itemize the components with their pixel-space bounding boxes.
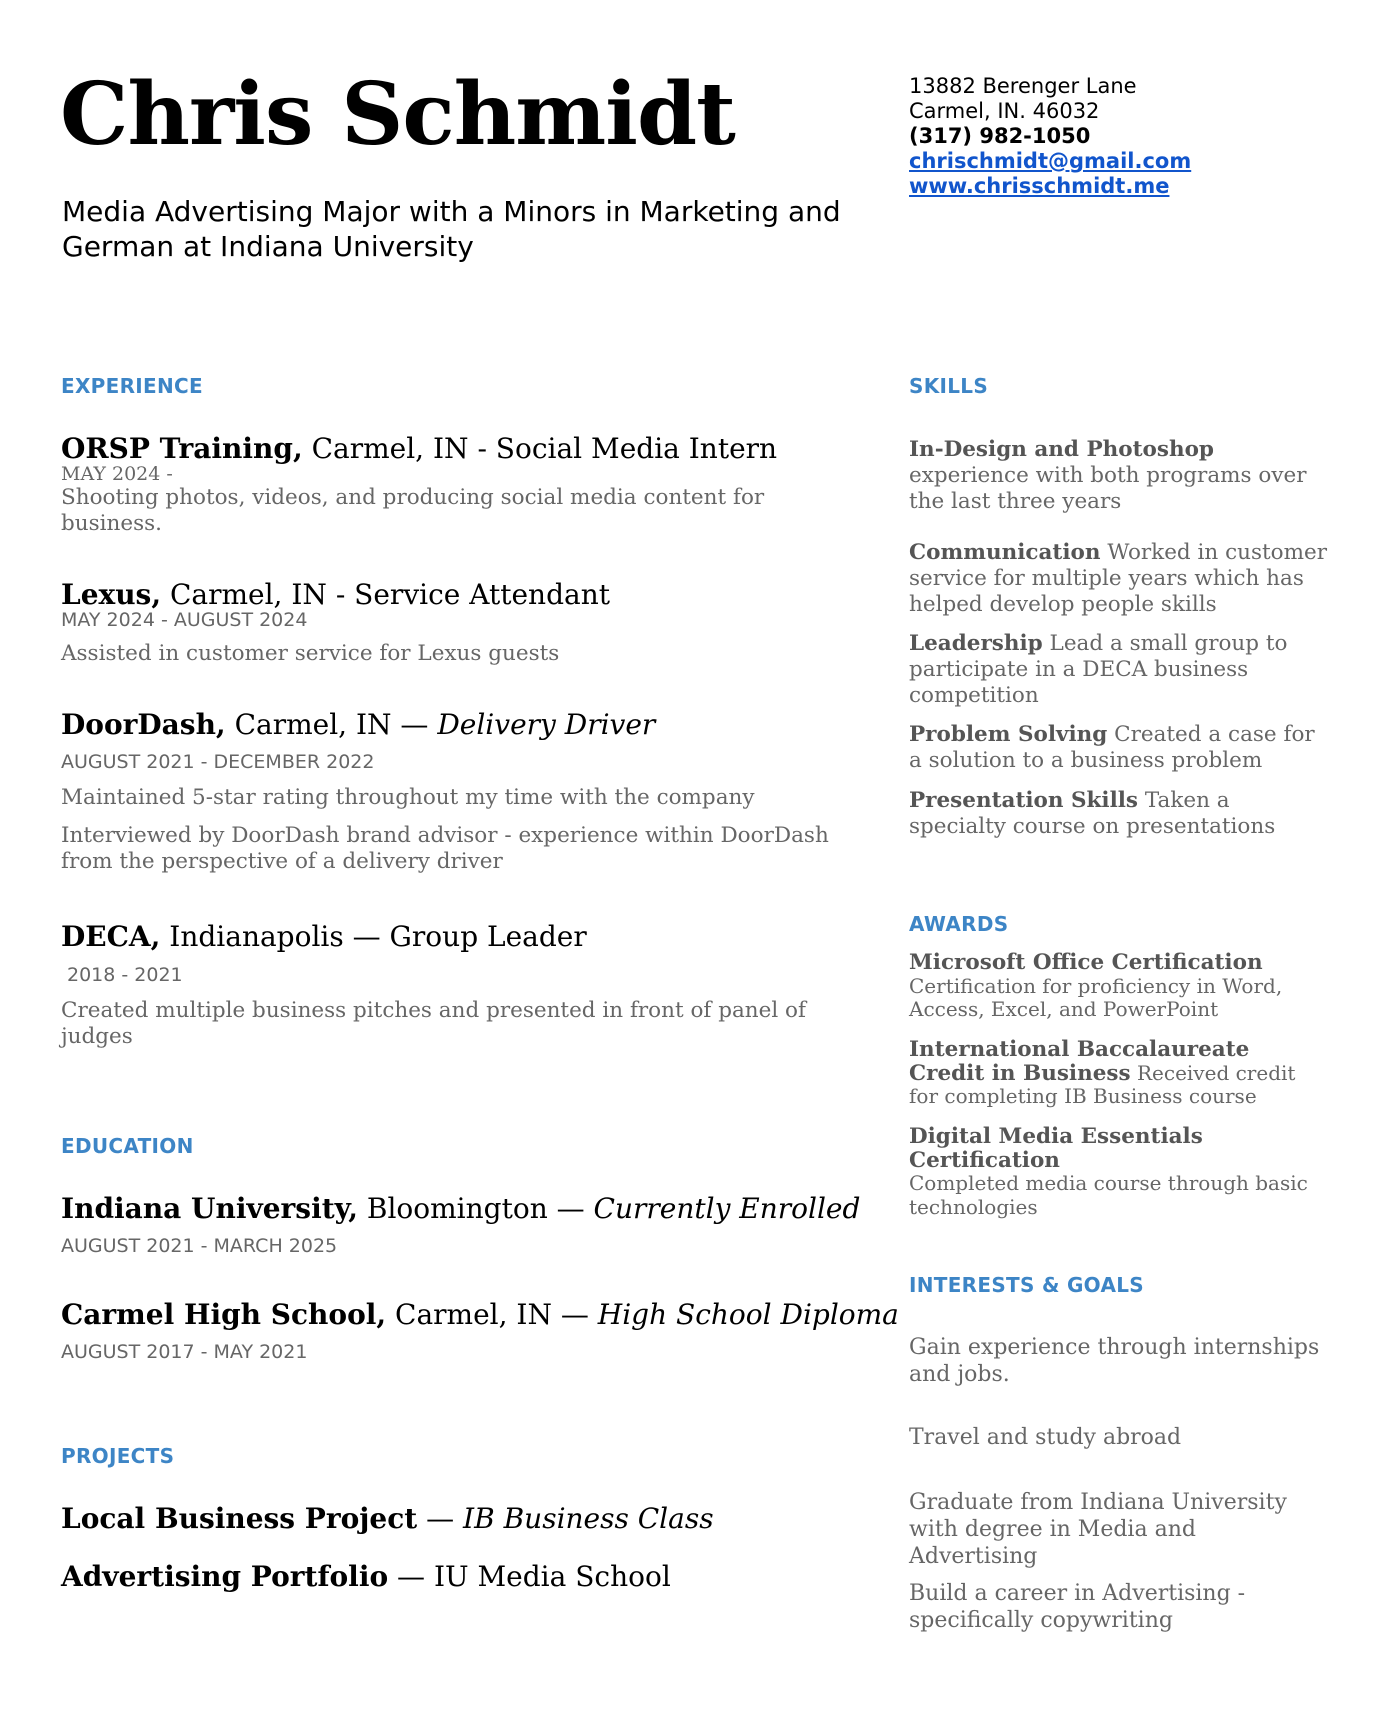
skill-title: Communication [909, 540, 1101, 565]
interest-item: Build a career in Advertising - specifically copywriting [909, 1581, 1246, 1633]
interest-item: Gain experience through internships and jobs. [909, 1335, 1320, 1387]
education-entry [61, 1192, 861, 1257]
job-description: Maintained 5-star rating throughout my time with the company [61, 784, 755, 810]
school-title-line [61, 1192, 861, 1225]
resume-tagline: Media Advertising Major with a Minors in Marketing and German at Indiana University [62, 195, 841, 263]
school-location: Carmel, IN — [386, 1298, 598, 1331]
project-title: Advertising Portfolio [61, 1560, 389, 1593]
interests-heading: INTERESTS & GOALS [909, 1273, 1144, 1297]
interest-item: Travel and study abroad [909, 1425, 1182, 1450]
skill-item [909, 437, 1329, 515]
skill-text: Lead a small group to participate in a DECA business competition [909, 631, 1288, 708]
address-line-1: 13882 Berenger Lane [909, 74, 1137, 98]
project-detail: IB Business Class [463, 1502, 714, 1535]
job-org: ORSP Training, [61, 432, 303, 465]
project-sep: — [388, 1560, 434, 1593]
job-org: Lexus, [61, 578, 162, 611]
skill-title: In-Design and Photoshop [909, 437, 1214, 462]
job-description: Shooting photos, videos, and producing social media content for business. [61, 484, 765, 536]
skill-item [909, 540, 1329, 618]
phone-number: (317) 982-1050 [909, 124, 1091, 148]
skill-title: Leadership [909, 631, 1043, 656]
award-item [909, 951, 1329, 1022]
projects-heading: PROJECTS [61, 1444, 175, 1468]
project-item [61, 1504, 851, 1535]
school-dates: AUGUST 2017 - MAY 2021 [61, 1340, 308, 1363]
job-dates: 2018 - 2021 [67, 963, 183, 986]
project-item [61, 1562, 851, 1593]
job-location-role: Carmel, IN - Service Attendant [161, 578, 610, 611]
award-item [909, 1038, 1329, 1109]
school-dates: AUGUST 2021 - MARCH 2025 [61, 1234, 338, 1257]
experience-heading: EXPERIENCE [61, 374, 203, 398]
awards-heading: AWARDS [909, 912, 1009, 936]
job-title-line [61, 580, 851, 611]
award-item [909, 1125, 1329, 1219]
skill-text: Worked in customer service for multiple years which has helped develop people skills [909, 540, 1327, 617]
project-title: Local Business Project [61, 1502, 418, 1535]
resume-name: Chris Schmidt [60, 64, 735, 165]
skill-title: Problem Solving [909, 722, 1108, 747]
skill-item [909, 722, 1329, 774]
job-description: Interviewed by DoorDash brand advisor - experience within DoorDash from the perspective of a delivery driver [61, 822, 829, 874]
job-description: Assisted in customer service for Lexus guests [61, 640, 560, 666]
email-link[interactable]: chrischmidt@gmail.com [909, 149, 1192, 173]
job-description: Created multiple business pitches and presented in front of panel of judges [61, 997, 806, 1049]
award-title: Microsoft Office Certification [909, 950, 1263, 975]
job-dates: AUGUST 2021 - DECEMBER 2022 [61, 750, 375, 773]
job-dates: MAY 2024 - AUGUST 2024 [61, 608, 308, 631]
job-entry [61, 580, 851, 667]
job-org: DECA, [61, 920, 161, 953]
award-title: International Baccalaureate Credit in Business [909, 1037, 1250, 1086]
job-title-line [61, 434, 851, 465]
skill-text: Taken a specialty course on presentations [909, 788, 1276, 839]
skill-item [909, 788, 1329, 840]
award-text: Certification for proficiency in Word, Access, Excel, and PowerPoint [909, 973, 1283, 1021]
skill-title: Presentation Skills [909, 788, 1139, 813]
education-heading: EDUCATION [61, 1134, 194, 1158]
contact-block [909, 74, 1191, 199]
school-status: Currently Enrolled [593, 1192, 861, 1225]
skill-text: Created a case for a solution to a business problem [909, 722, 1315, 773]
job-entry [61, 922, 851, 1050]
job-org: DoorDash, [61, 708, 226, 741]
job-entry [61, 434, 851, 537]
award-title: Digital Media Essentials Certification [909, 1124, 1203, 1173]
skills-heading: SKILLS [909, 374, 989, 398]
school-location: Bloomington — [357, 1192, 594, 1225]
education-entry [61, 1298, 899, 1363]
job-location-role: Carmel, IN - Social Media Intern [302, 432, 778, 465]
skill-item [909, 631, 1329, 709]
job-role: Delivery Driver [437, 708, 656, 741]
address-line-2: Carmel, IN. 46032 [909, 99, 1100, 123]
job-entry [61, 710, 851, 875]
project-sep: — [417, 1502, 464, 1535]
school-status: High School Diploma [597, 1298, 899, 1331]
project-detail: IU Media School [433, 1560, 671, 1593]
job-title-line [61, 922, 851, 953]
interest-item: Graduate from Indiana University with degree in Media and Advertising [909, 1490, 1287, 1569]
job-location-role: Indianapolis — Group Leader [160, 920, 587, 953]
website-link[interactable]: www.chrisschmidt.me [909, 174, 1170, 198]
school-name: Carmel High School, [61, 1298, 387, 1331]
skill-text: experience with both programs over the last three years [909, 463, 1307, 514]
award-text: Received credit for completing IB Business course [909, 1060, 1296, 1108]
job-title-line [61, 710, 851, 741]
job-location-role: Carmel, IN — [225, 708, 438, 741]
job-dates: MAY 2024 - [61, 462, 173, 485]
school-title-line [61, 1298, 899, 1331]
school-name: Indiana University, [61, 1192, 358, 1225]
award-text: Completed media course through basic technologies [909, 1171, 1308, 1219]
